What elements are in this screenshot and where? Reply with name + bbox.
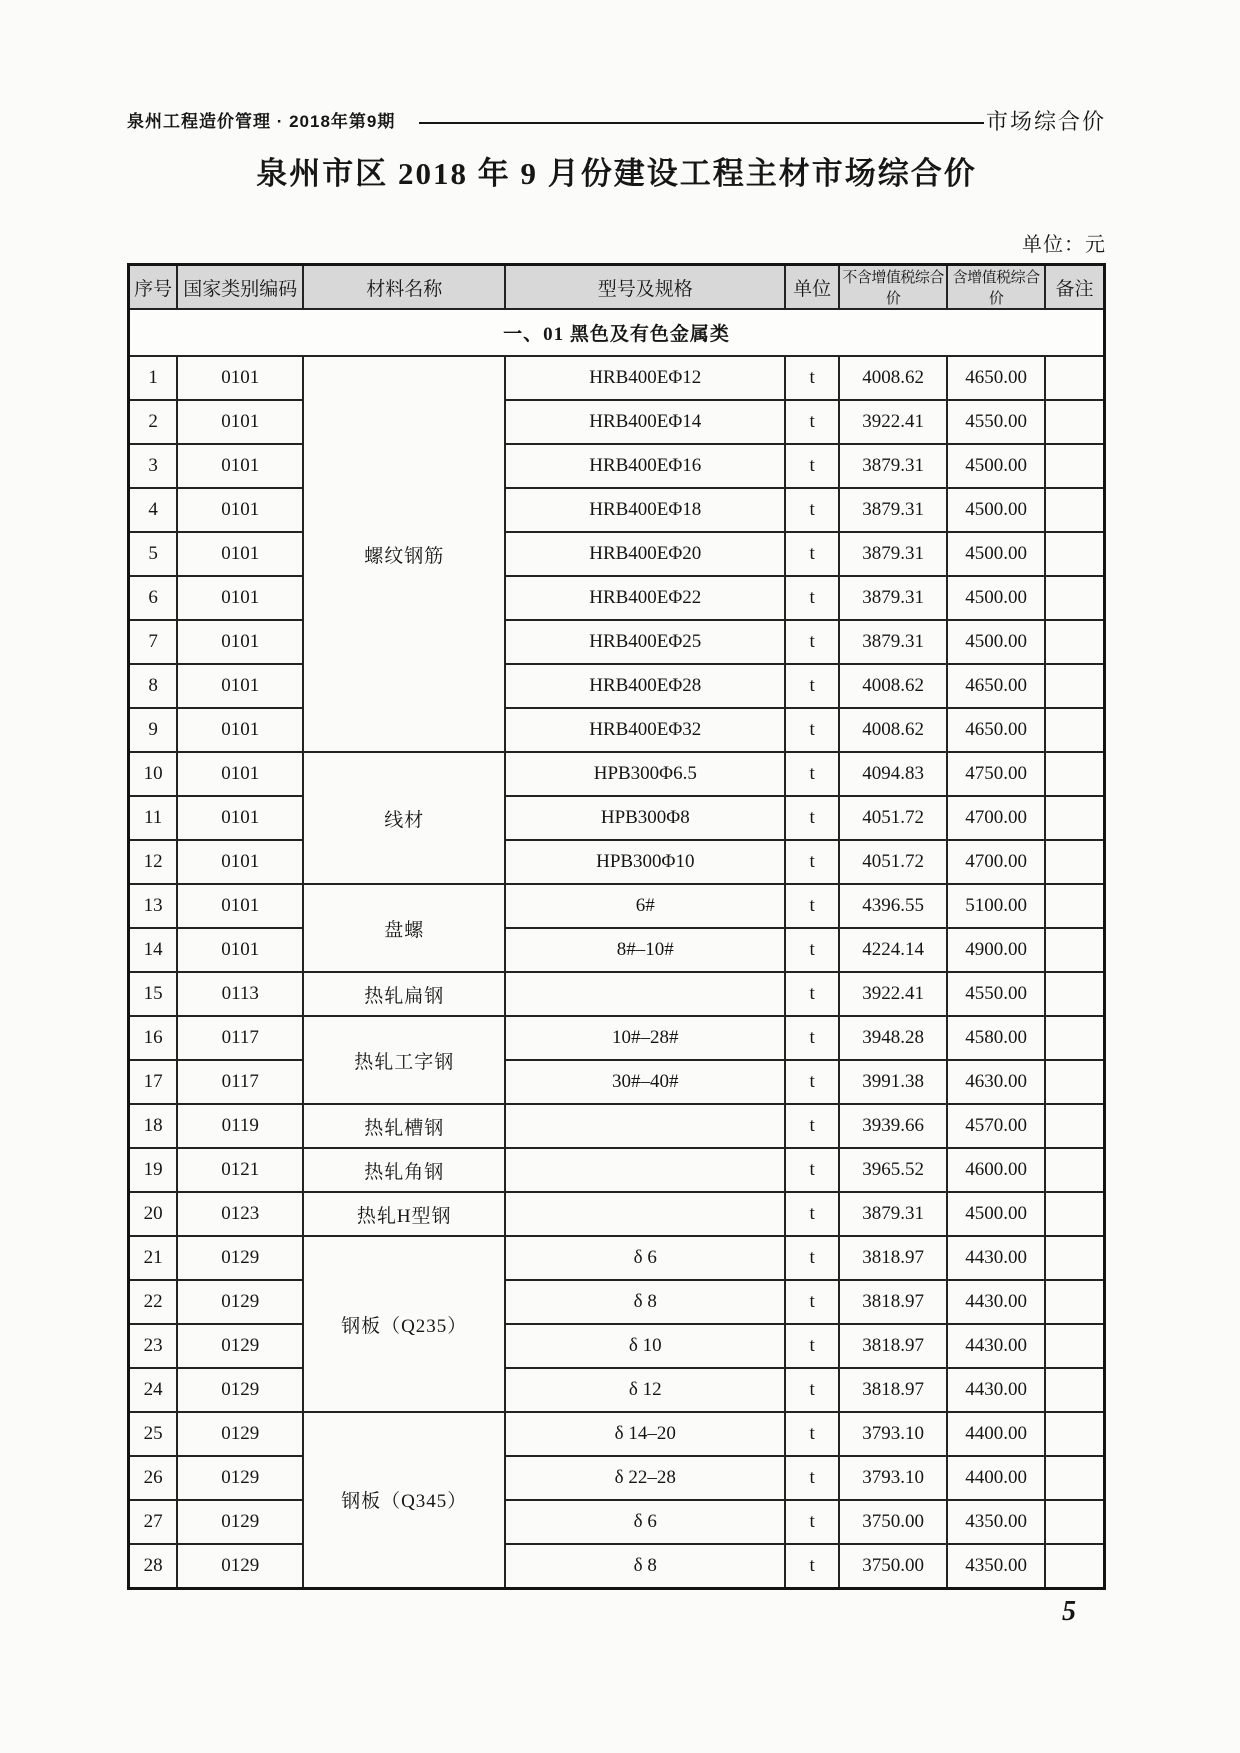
- cell-material-name: 线材: [303, 752, 505, 884]
- cell-remark: [1045, 928, 1105, 972]
- table-row: [129, 1236, 1105, 1280]
- column-header-8: 备注: [1045, 265, 1105, 310]
- cell-price-excl-vat: 4051.72: [839, 796, 947, 840]
- cell-remark: [1045, 884, 1105, 928]
- cell-price-incl-vat: 4700.00: [947, 796, 1045, 840]
- table-row: [129, 884, 1105, 928]
- cell-remark: [1045, 576, 1105, 620]
- cell-price-excl-vat: 3939.66: [839, 1104, 947, 1148]
- cell-no: 28: [129, 1544, 178, 1588]
- cell-price-excl-vat: 3879.31: [839, 576, 947, 620]
- column-header-6: 不含增值税综合价: [839, 265, 947, 310]
- cell-spec: HRB400EΦ22: [505, 576, 785, 620]
- cell-price-excl-vat: 3818.97: [839, 1368, 947, 1412]
- cell-price-incl-vat: 4600.00: [947, 1148, 1045, 1192]
- cell-material-name: 热轧角钢: [303, 1148, 505, 1192]
- cell-price-incl-vat: 4500.00: [947, 488, 1045, 532]
- cell-remark: [1045, 356, 1105, 400]
- cell-price-incl-vat: 4350.00: [947, 1500, 1045, 1544]
- cell-unit: t: [785, 356, 839, 400]
- cell-spec: HRB400EΦ32: [505, 708, 785, 752]
- category-section-title: 一、01 黑色及有色金属类: [129, 309, 1105, 356]
- page-number: 5: [1062, 1596, 1076, 1627]
- cell-no: 22: [129, 1280, 178, 1324]
- cell-no: 4: [129, 488, 178, 532]
- cell-category-code: 0119: [177, 1104, 303, 1148]
- cell-category-code: 0101: [177, 444, 303, 488]
- cell-price-excl-vat: 3879.31: [839, 488, 947, 532]
- category-section-row: [129, 309, 1105, 356]
- material-price-table: [127, 263, 1106, 1590]
- cell-remark: [1045, 1104, 1105, 1148]
- header-rule: [419, 122, 984, 124]
- table-row: [129, 1060, 1105, 1104]
- table-row: [129, 576, 1105, 620]
- cell-spec: δ 8: [505, 1544, 785, 1588]
- cell-price-incl-vat: 4550.00: [947, 972, 1045, 1016]
- cell-remark: [1045, 1060, 1105, 1104]
- cell-unit: t: [785, 1104, 839, 1148]
- cell-unit: t: [785, 1500, 839, 1544]
- cell-spec: δ 8: [505, 1280, 785, 1324]
- cell-remark: [1045, 444, 1105, 488]
- cell-unit: t: [785, 1544, 839, 1588]
- cell-price-incl-vat: 4700.00: [947, 840, 1045, 884]
- table-row: [129, 356, 1105, 400]
- cell-unit: t: [785, 576, 839, 620]
- cell-category-code: 0101: [177, 840, 303, 884]
- cell-spec: HRB400EΦ20: [505, 532, 785, 576]
- cell-material-name: 热轧工字钢: [303, 1016, 505, 1104]
- cell-price-incl-vat: 4430.00: [947, 1324, 1045, 1368]
- cell-category-code: 0113: [177, 972, 303, 1016]
- cell-price-incl-vat: 4430.00: [947, 1280, 1045, 1324]
- cell-price-excl-vat: 3965.52: [839, 1148, 947, 1192]
- table-row: [129, 1456, 1105, 1500]
- cell-spec: 8#–10#: [505, 928, 785, 972]
- cell-spec: δ 22–28: [505, 1456, 785, 1500]
- page-title: 泉州市区 2018 年 9 月份建设工程主材市场综合价: [256, 156, 977, 191]
- cell-unit: t: [785, 444, 839, 488]
- cell-no: 6: [129, 576, 178, 620]
- table-row: [129, 1412, 1105, 1456]
- page-header: [127, 103, 1106, 136]
- cell-unit: t: [785, 708, 839, 752]
- column-header-3: 材料名称: [303, 265, 505, 310]
- table-header-row: [129, 265, 1105, 310]
- cell-no: 2: [129, 400, 178, 444]
- cell-spec: 6#: [505, 884, 785, 928]
- cell-no: 21: [129, 1236, 178, 1280]
- cell-material-name: 钢板（Q345）: [303, 1412, 505, 1588]
- cell-unit: t: [785, 532, 839, 576]
- cell-spec: HPB300Φ10: [505, 840, 785, 884]
- cell-remark: [1045, 1280, 1105, 1324]
- cell-no: 8: [129, 664, 178, 708]
- cell-unit: t: [785, 620, 839, 664]
- cell-price-excl-vat: 3879.31: [839, 620, 947, 664]
- cell-no: 7: [129, 620, 178, 664]
- table-row: [129, 752, 1105, 796]
- column-header-5: 单位: [785, 265, 839, 310]
- cell-remark: [1045, 1236, 1105, 1280]
- table-row: [129, 708, 1105, 752]
- table-row: [129, 444, 1105, 488]
- cell-price-excl-vat: 3750.00: [839, 1500, 947, 1544]
- cell-spec: δ 6: [505, 1236, 785, 1280]
- cell-unit: t: [785, 1016, 839, 1060]
- cell-category-code: 0129: [177, 1368, 303, 1412]
- cell-category-code: 0129: [177, 1456, 303, 1500]
- cell-price-excl-vat: 3922.41: [839, 972, 947, 1016]
- cell-price-excl-vat: 3991.38: [839, 1060, 947, 1104]
- cell-spec: 10#–28#: [505, 1016, 785, 1060]
- cell-unit: t: [785, 928, 839, 972]
- cell-price-excl-vat: 3750.00: [839, 1544, 947, 1588]
- cell-no: 13: [129, 884, 178, 928]
- cell-category-code: 0101: [177, 664, 303, 708]
- cell-no: 20: [129, 1192, 178, 1236]
- cell-price-incl-vat: 4650.00: [947, 664, 1045, 708]
- cell-category-code: 0101: [177, 752, 303, 796]
- cell-remark: [1045, 488, 1105, 532]
- cell-price-incl-vat: 4750.00: [947, 752, 1045, 796]
- cell-remark: [1045, 1368, 1105, 1412]
- table-row: [129, 1500, 1105, 1544]
- cell-category-code: 0129: [177, 1324, 303, 1368]
- cell-no: 5: [129, 532, 178, 576]
- cell-price-incl-vat: 4500.00: [947, 620, 1045, 664]
- cell-unit: t: [785, 664, 839, 708]
- cell-price-excl-vat: 4008.62: [839, 664, 947, 708]
- cell-price-incl-vat: 4500.00: [947, 532, 1045, 576]
- cell-price-excl-vat: 4008.62: [839, 708, 947, 752]
- cell-no: 17: [129, 1060, 178, 1104]
- cell-category-code: 0123: [177, 1192, 303, 1236]
- cell-no: 1: [129, 356, 178, 400]
- cell-unit: t: [785, 1236, 839, 1280]
- cell-spec: δ 12: [505, 1368, 785, 1412]
- cell-category-code: 0101: [177, 400, 303, 444]
- cell-remark: [1045, 1148, 1105, 1192]
- cell-remark: [1045, 1544, 1105, 1588]
- cell-no: 14: [129, 928, 178, 972]
- cell-category-code: 0129: [177, 1280, 303, 1324]
- cell-price-incl-vat: 4430.00: [947, 1236, 1045, 1280]
- cell-unit: t: [785, 488, 839, 532]
- cell-price-excl-vat: 4051.72: [839, 840, 947, 884]
- cell-spec: [505, 1192, 785, 1236]
- cell-price-excl-vat: 3948.28: [839, 1016, 947, 1060]
- cell-category-code: 0129: [177, 1500, 303, 1544]
- table-row: [129, 928, 1105, 972]
- unit-note: 单位：元: [1022, 234, 1106, 256]
- cell-no: 27: [129, 1500, 178, 1544]
- cell-category-code: 0129: [177, 1236, 303, 1280]
- table-row: [129, 972, 1105, 1016]
- cell-remark: [1045, 1500, 1105, 1544]
- cell-price-incl-vat: 4650.00: [947, 356, 1045, 400]
- cell-unit: t: [785, 796, 839, 840]
- cell-unit: t: [785, 1192, 839, 1236]
- column-header-1: 序号: [129, 265, 178, 310]
- cell-spec: δ 6: [505, 1500, 785, 1544]
- cell-material-name: 盘螺: [303, 884, 505, 972]
- cell-remark: [1045, 1324, 1105, 1368]
- cell-category-code: 0101: [177, 620, 303, 664]
- cell-price-excl-vat: 3793.10: [839, 1456, 947, 1500]
- cell-price-incl-vat: 4500.00: [947, 1192, 1045, 1236]
- cell-category-code: 0101: [177, 576, 303, 620]
- table-row: [129, 1192, 1105, 1236]
- table-row: [129, 1016, 1105, 1060]
- cell-unit: t: [785, 1412, 839, 1456]
- cell-category-code: 0101: [177, 928, 303, 972]
- cell-remark: [1045, 752, 1105, 796]
- cell-spec: [505, 1104, 785, 1148]
- cell-price-incl-vat: 5100.00: [947, 884, 1045, 928]
- cell-no: 12: [129, 840, 178, 884]
- cell-material-name: 螺纹钢筋: [303, 356, 505, 752]
- cell-spec: HPB300Φ6.5: [505, 752, 785, 796]
- table-row: [129, 532, 1105, 576]
- cell-spec: HPB300Φ8: [505, 796, 785, 840]
- table-row: [129, 664, 1105, 708]
- cell-unit: t: [785, 1280, 839, 1324]
- cell-price-excl-vat: 3818.97: [839, 1324, 947, 1368]
- cell-no: 3: [129, 444, 178, 488]
- cell-price-incl-vat: 4500.00: [947, 444, 1045, 488]
- cell-unit: t: [785, 400, 839, 444]
- cell-remark: [1045, 972, 1105, 1016]
- cell-category-code: 0129: [177, 1544, 303, 1588]
- cell-price-incl-vat: 4430.00: [947, 1368, 1045, 1412]
- cell-remark: [1045, 796, 1105, 840]
- cell-remark: [1045, 840, 1105, 884]
- table-row: [129, 620, 1105, 664]
- table-row: [129, 1368, 1105, 1412]
- cell-no: 26: [129, 1456, 178, 1500]
- cell-spec: δ 10: [505, 1324, 785, 1368]
- cell-unit: t: [785, 972, 839, 1016]
- cell-remark: [1045, 708, 1105, 752]
- cell-unit: t: [785, 1456, 839, 1500]
- cell-price-excl-vat: 3922.41: [839, 400, 947, 444]
- cell-price-excl-vat: 3793.10: [839, 1412, 947, 1456]
- cell-category-code: 0101: [177, 884, 303, 928]
- cell-spec: HRB400EΦ14: [505, 400, 785, 444]
- table-row: [129, 1148, 1105, 1192]
- cell-unit: t: [785, 1060, 839, 1104]
- cell-unit: t: [785, 1148, 839, 1192]
- cell-remark: [1045, 532, 1105, 576]
- journal-title: 泉州工程造价管理 · 2018年第9期: [127, 112, 396, 131]
- cell-category-code: 0117: [177, 1060, 303, 1104]
- cell-unit: t: [785, 884, 839, 928]
- column-header-2: 国家类别编码: [177, 265, 303, 310]
- cell-price-excl-vat: 4094.83: [839, 752, 947, 796]
- cell-price-excl-vat: 3879.31: [839, 1192, 947, 1236]
- cell-spec: δ 14–20: [505, 1412, 785, 1456]
- cell-price-excl-vat: 3818.97: [839, 1280, 947, 1324]
- section-label: 市场综合价: [985, 109, 1106, 134]
- cell-spec: HRB400EΦ28: [505, 664, 785, 708]
- table-row: [129, 488, 1105, 532]
- cell-spec: 30#–40#: [505, 1060, 785, 1104]
- cell-price-excl-vat: 3818.97: [839, 1236, 947, 1280]
- table-row: [129, 1544, 1105, 1588]
- cell-price-incl-vat: 4350.00: [947, 1544, 1045, 1588]
- cell-price-incl-vat: 4630.00: [947, 1060, 1045, 1104]
- cell-no: 16: [129, 1016, 178, 1060]
- cell-no: 24: [129, 1368, 178, 1412]
- cell-no: 15: [129, 972, 178, 1016]
- column-header-4: 型号及规格: [505, 265, 785, 310]
- cell-no: 9: [129, 708, 178, 752]
- cell-remark: [1045, 1412, 1105, 1456]
- cell-price-incl-vat: 4580.00: [947, 1016, 1045, 1060]
- cell-price-excl-vat: 3879.31: [839, 532, 947, 576]
- cell-price-incl-vat: 4500.00: [947, 576, 1045, 620]
- cell-remark: [1045, 1016, 1105, 1060]
- table-row: [129, 1280, 1105, 1324]
- cell-no: 10: [129, 752, 178, 796]
- cell-spec: [505, 972, 785, 1016]
- cell-no: 18: [129, 1104, 178, 1148]
- cell-category-code: 0101: [177, 356, 303, 400]
- cell-category-code: 0129: [177, 1412, 303, 1456]
- cell-price-incl-vat: 4570.00: [947, 1104, 1045, 1148]
- cell-unit: t: [785, 752, 839, 796]
- cell-remark: [1045, 620, 1105, 664]
- cell-category-code: 0101: [177, 488, 303, 532]
- column-header-7: 含增值税综合价: [947, 265, 1045, 310]
- cell-unit: t: [785, 1324, 839, 1368]
- table-row: [129, 1104, 1105, 1148]
- cell-unit: t: [785, 1368, 839, 1412]
- cell-no: 19: [129, 1148, 178, 1192]
- cell-price-incl-vat: 4550.00: [947, 400, 1045, 444]
- cell-spec: HRB400EΦ16: [505, 444, 785, 488]
- cell-category-code: 0117: [177, 1016, 303, 1060]
- cell-spec: HRB400EΦ25: [505, 620, 785, 664]
- table-row: [129, 840, 1105, 884]
- cell-category-code: 0101: [177, 796, 303, 840]
- cell-price-incl-vat: 4900.00: [947, 928, 1045, 972]
- cell-price-excl-vat: 3879.31: [839, 444, 947, 488]
- cell-no: 23: [129, 1324, 178, 1368]
- cell-price-incl-vat: 4650.00: [947, 708, 1045, 752]
- cell-remark: [1045, 400, 1105, 444]
- cell-price-excl-vat: 4224.14: [839, 928, 947, 972]
- cell-spec: [505, 1148, 785, 1192]
- cell-spec: HRB400EΦ12: [505, 356, 785, 400]
- cell-material-name: 热轧H型钢: [303, 1192, 505, 1236]
- cell-material-name: 钢板（Q235）: [303, 1236, 505, 1412]
- cell-category-code: 0101: [177, 532, 303, 576]
- cell-no: 11: [129, 796, 178, 840]
- cell-material-name: 热轧槽钢: [303, 1104, 505, 1148]
- cell-remark: [1045, 664, 1105, 708]
- cell-price-incl-vat: 4400.00: [947, 1412, 1045, 1456]
- cell-price-incl-vat: 4400.00: [947, 1456, 1045, 1500]
- table-row: [129, 400, 1105, 444]
- cell-no: 25: [129, 1412, 178, 1456]
- cell-remark: [1045, 1192, 1105, 1236]
- cell-category-code: 0101: [177, 708, 303, 752]
- cell-price-excl-vat: 4396.55: [839, 884, 947, 928]
- cell-category-code: 0121: [177, 1148, 303, 1192]
- table-row: [129, 1324, 1105, 1368]
- cell-price-excl-vat: 4008.62: [839, 356, 947, 400]
- table-row: [129, 796, 1105, 840]
- cell-spec: HRB400EΦ18: [505, 488, 785, 532]
- cell-unit: t: [785, 840, 839, 884]
- cell-material-name: 热轧扁钢: [303, 972, 505, 1016]
- cell-remark: [1045, 1456, 1105, 1500]
